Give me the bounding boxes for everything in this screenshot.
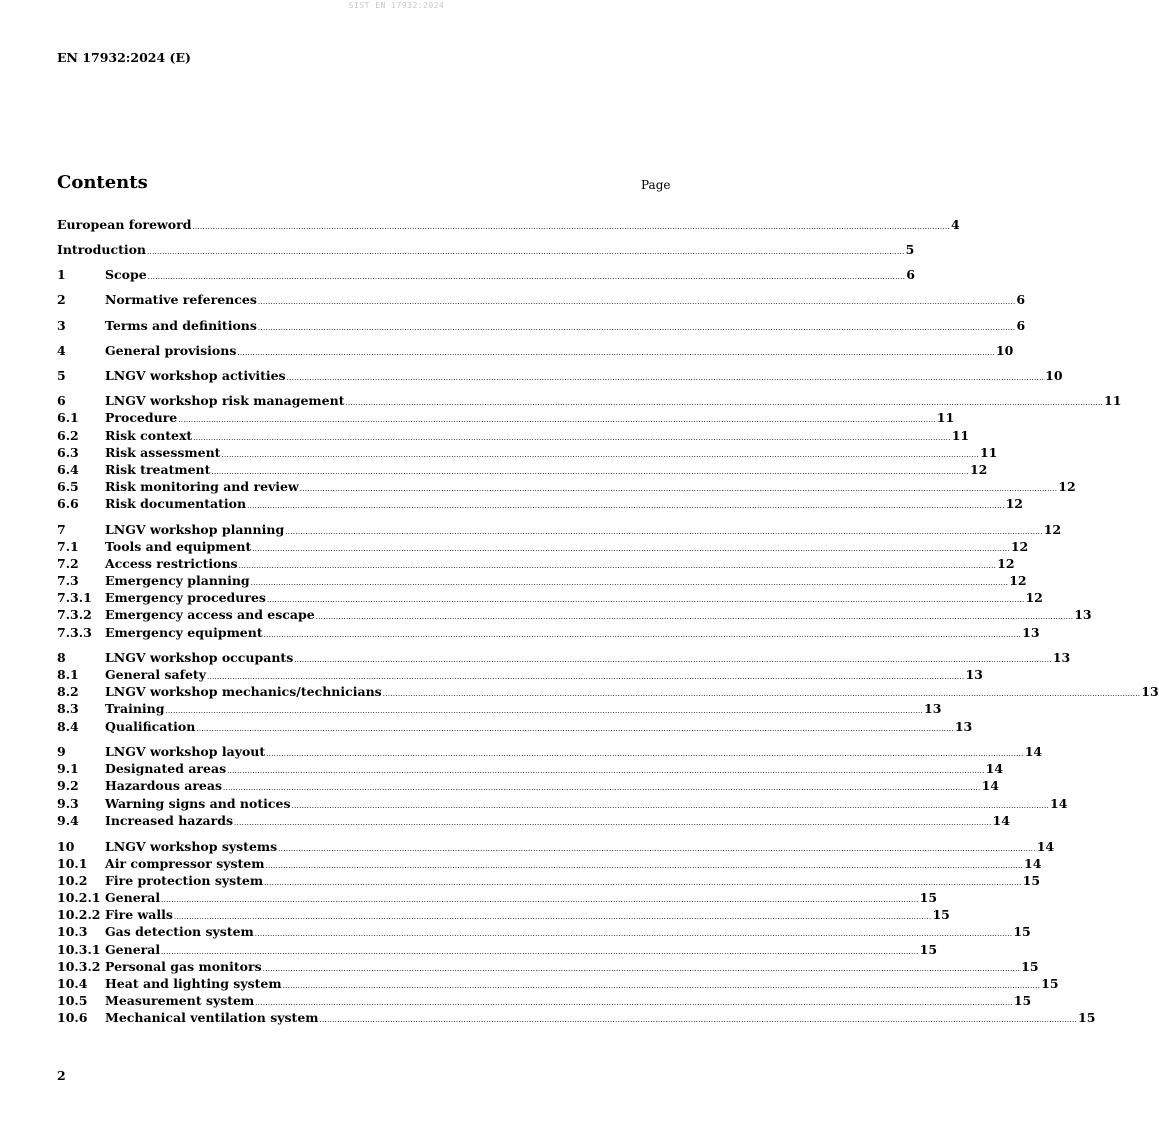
- toc-entry-title: Qualification: [105, 719, 196, 734]
- toc-entry[interactable]: [57, 478, 1076, 495]
- toc-entry-number: 7: [57, 522, 66, 537]
- contents-heading: Contents: [57, 172, 148, 193]
- toc-entry-number: 10.1: [57, 856, 88, 871]
- toc-entry-page: 12: [1043, 522, 1062, 537]
- toc-entry-page: 12: [1025, 590, 1043, 605]
- toc-entry-page: 14: [1036, 839, 1055, 854]
- dot-leader: ............................................................................................................................................................................................................................................................................................................: [286, 374, 1045, 382]
- toc-entry[interactable]: [57, 461, 988, 478]
- toc-entry-number: 6: [57, 393, 66, 408]
- toc-entry-number: 1: [57, 267, 66, 282]
- toc-entry[interactable]: [57, 889, 938, 906]
- toc-entry-page: 14: [1024, 744, 1043, 759]
- toc-entry-page: 14: [992, 813, 1010, 828]
- toc-entry-title: Access restrictions: [105, 556, 238, 571]
- dot-leader: ............................................................................................................................................................................................................................................................................................................: [223, 784, 981, 792]
- dot-leader: ............................................................................................................................................................................................................................................................................................................: [278, 845, 1036, 853]
- toc-entry-title: Tools and equipment: [105, 539, 252, 554]
- dot-leader: ............................................................................................................................................................................................................................................................................................................: [266, 596, 1025, 604]
- toc-entry-page: 12: [1009, 573, 1027, 588]
- toc-entry-number: 10.5: [57, 993, 88, 1008]
- dot-leader: ............................................................................................................................................................................................................................................................................................................: [173, 913, 932, 921]
- toc-entry-page: 12: [997, 556, 1015, 571]
- toc-entry-title: Emergency planning: [105, 573, 250, 588]
- toc-entry[interactable]: [57, 975, 1059, 992]
- toc-entry[interactable]: [57, 495, 1023, 512]
- toc-entry[interactable]: [57, 555, 1015, 572]
- toc-entry-title: LNGV workshop occupants: [105, 650, 294, 665]
- dot-leader: ............................................................................................................................................................................................................................................................................................................: [234, 819, 992, 827]
- toc-entry-page: 11: [979, 445, 998, 460]
- dot-leader: ............................................................................................................................................................................................................................................................................................................: [147, 248, 905, 256]
- toc-entry-number: 10.6: [57, 1010, 88, 1025]
- footer-page-number: 2: [57, 1068, 66, 1083]
- toc-entry[interactable]: [57, 427, 970, 444]
- toc-entry-title: Personal gas monitors: [105, 959, 262, 974]
- dot-leader: ............................................................................................................................................................................................................................................................................................................: [147, 273, 906, 281]
- toc-entry-number: 6.5: [57, 479, 79, 494]
- toc-entry-number: 10.3.2: [57, 959, 101, 974]
- toc-entry-title: Normative references: [105, 292, 257, 307]
- dot-leader: ............................................................................................................................................................................................................................................................................................................: [161, 948, 919, 956]
- toc-entry[interactable]: [57, 992, 1032, 1009]
- toc-entry[interactable]: [57, 923, 1031, 940]
- dot-leader: ............................................................................................................................................................................................................................................................................................................: [257, 298, 1016, 306]
- toc-entry-page: 12: [969, 462, 988, 477]
- toc-entry-page: 6: [906, 267, 915, 282]
- toc-entry[interactable]: [57, 291, 1026, 308]
- toc-entry[interactable]: [57, 624, 1040, 641]
- toc-entry[interactable]: [57, 241, 915, 258]
- toc-entry-title: Risk treatment: [105, 462, 211, 477]
- toc-entry-page: 13: [924, 701, 942, 716]
- toc-entry-page: 13: [1052, 650, 1071, 665]
- toc-entry-number: 9: [57, 744, 66, 759]
- toc-entry-number: 10.3: [57, 924, 88, 939]
- toc-entry-number: 7.2: [57, 556, 79, 571]
- dot-leader: ............................................................................................................................................................................................................................................................................................................: [247, 502, 1005, 510]
- toc-entry-number: 10.3.1: [57, 942, 101, 957]
- toc-entry-title: LNGV workshop risk management: [105, 393, 345, 408]
- dot-leader: ............................................................................................................................................................................................................................................................................................................: [345, 399, 1104, 407]
- toc-entry[interactable]: [57, 906, 950, 923]
- toc-entry-number: 7.1: [57, 539, 79, 554]
- toc-entry[interactable]: [57, 367, 1063, 384]
- toc-entry[interactable]: [57, 838, 1055, 855]
- dot-leader: ............................................................................................................................................................................................................................................................................................................: [237, 349, 995, 357]
- toc-entry[interactable]: [57, 266, 915, 283]
- dot-leader: ............................................................................................................................................................................................................................................................................................................: [227, 767, 985, 775]
- toc-entry-number: 10.2: [57, 873, 88, 888]
- toc-entry-title: General safety: [105, 667, 206, 682]
- dot-leader: ............................................................................................................................................................................................................................................................................................................: [250, 579, 1009, 587]
- toc-entry-number: 9.4: [57, 813, 79, 828]
- dot-leader: ............................................................................................................................................................................................................................................................................................................: [192, 223, 950, 231]
- dot-leader: ............................................................................................................................................................................................................................................................................................................: [294, 656, 1052, 664]
- toc-entry-page: 15: [932, 907, 950, 922]
- toc-entry[interactable]: [57, 958, 1039, 975]
- dot-leader: ............................................................................................................................................................................................................................................................................................................: [382, 690, 1141, 698]
- toc-entry-title: Risk monitoring and review: [105, 479, 299, 494]
- toc-entry-title: LNGV workshop layout: [105, 744, 266, 759]
- toc-entry-title: Mechanical ventilation system: [105, 1010, 319, 1025]
- toc-entry[interactable]: [57, 855, 1042, 872]
- toc-entry[interactable]: [57, 521, 1062, 538]
- toc-entry-number: 10.2.1: [57, 890, 101, 905]
- dot-leader: ............................................................................................................................................................................................................................................................................................................: [291, 802, 1050, 810]
- toc-entry-title: Risk documentation: [105, 496, 247, 511]
- dot-leader: ............................................................................................................................................................................................................................................................................................................: [265, 862, 1024, 870]
- toc-entry-page: 13: [1022, 625, 1040, 640]
- toc-entry[interactable]: [57, 812, 1010, 829]
- toc-entry[interactable]: [57, 392, 1122, 409]
- dot-leader: ............................................................................................................................................................................................................................................................................................................: [266, 750, 1024, 758]
- toc-entry[interactable]: [57, 342, 1014, 359]
- toc-entry[interactable]: [57, 777, 999, 794]
- toc-entry-page: 15: [919, 890, 938, 905]
- toc-entry[interactable]: [57, 409, 955, 426]
- dot-leader: ............................................................................................................................................................................................................................................................................................................: [282, 982, 1041, 990]
- toc-entry-page: 13: [965, 667, 983, 682]
- toc-entry-title: Designated areas: [105, 761, 227, 776]
- toc-entry-title: Gas detection system: [105, 924, 254, 939]
- toc-entry-title: General: [105, 890, 161, 905]
- toc-entry-page: 15: [1021, 959, 1039, 974]
- toc-entry[interactable]: [57, 444, 998, 461]
- toc-entry[interactable]: [57, 760, 1004, 777]
- toc-entry-page: 14: [1050, 796, 1068, 811]
- dot-leader: ............................................................................................................................................................................................................................................................................................................: [165, 707, 924, 715]
- dot-leader: ............................................................................................................................................................................................................................................................................................................: [257, 324, 1016, 332]
- toc-entry-number: 8.4: [57, 719, 79, 734]
- dot-leader: ............................................................................................................................................................................................................................................................................................................: [263, 631, 1022, 639]
- toc-entry[interactable]: [57, 718, 973, 735]
- toc-entry-page: 14: [1024, 856, 1042, 871]
- toc-entry-page: 15: [1022, 873, 1041, 888]
- toc-entry-page: 11: [936, 410, 955, 425]
- toc-entry[interactable]: [57, 743, 1043, 760]
- toc-entry-title: Measurement system: [105, 993, 255, 1008]
- toc-entry[interactable]: [57, 216, 960, 233]
- toc-entry-page: 15: [1041, 976, 1059, 991]
- toc-entry-title: Scope: [105, 267, 147, 282]
- toc-entry-page: 14: [985, 761, 1004, 776]
- dot-leader: ............................................................................................................................................................................................................................................................................................................: [161, 896, 919, 904]
- toc-entry[interactable]: [57, 700, 942, 717]
- toc-entry-page: 5: [905, 242, 915, 257]
- toc-entry-number: 6.1: [57, 410, 79, 425]
- toc-entry-page: 14: [981, 778, 999, 793]
- toc-entry-title: LNGV workshop activities: [105, 368, 286, 383]
- dot-leader: ............................................................................................................................................................................................................................................................................................................: [319, 1016, 1078, 1024]
- dot-leader: ............................................................................................................................................................................................................................................................................................................: [299, 485, 1058, 493]
- toc-entry-number: 7.3.1: [57, 590, 92, 605]
- toc-entry-page: 13: [954, 719, 973, 734]
- toc-entry-title: Introduction: [57, 242, 147, 257]
- toc-entry-page: 10: [995, 343, 1014, 358]
- dot-leader: ............................................................................................................................................................................................................................................................................................................: [285, 528, 1043, 536]
- toc-entry-page: 6: [1016, 292, 1026, 307]
- toc-entry-title: Emergency access and escape: [105, 607, 315, 622]
- toc-entry-title: LNGV workshop planning: [105, 522, 285, 537]
- toc-entry-number: 9.2: [57, 778, 79, 793]
- dot-leader: ............................................................................................................................................................................................................................................................................................................: [255, 999, 1013, 1007]
- dot-leader: ............................................................................................................................................................................................................................................................................................................: [315, 613, 1074, 621]
- toc-entry-title: Fire protection system: [105, 873, 264, 888]
- toc-entry-title: Emergency procedures: [105, 590, 266, 605]
- toc-entry-title: Hazardous areas: [105, 778, 223, 793]
- toc-entry-title: General: [105, 942, 161, 957]
- toc-entry-page: 10: [1045, 368, 1063, 383]
- toc-entry-title: LNGV workshop mechanics/technicians: [105, 684, 382, 699]
- toc-entry-page: 4: [950, 217, 960, 232]
- toc-entry-title: Fire walls: [105, 907, 173, 922]
- toc-entry[interactable]: [57, 795, 1068, 812]
- toc-entry-number: 2: [57, 292, 66, 307]
- toc-entry-title: LNGV workshop systems: [105, 839, 278, 854]
- dot-leader: ............................................................................................................................................................................................................................................................................................................: [193, 434, 951, 442]
- toc-entry[interactable]: [57, 872, 1041, 889]
- toc-entry[interactable]: [57, 666, 983, 683]
- toc-entry[interactable]: [57, 317, 1026, 334]
- toc-entry-number: 10.4: [57, 976, 88, 991]
- toc-entry-title: Risk context: [105, 428, 193, 443]
- toc-entry-page: 12: [1005, 496, 1023, 511]
- toc-entry-number: 8.2: [57, 684, 79, 699]
- dot-leader: ............................................................................................................................................................................................................................................................................................................: [238, 562, 997, 570]
- toc-entry-number: 9.3: [57, 796, 79, 811]
- toc-entry-number: 6.6: [57, 496, 79, 511]
- toc-entry-number: 6.4: [57, 462, 79, 477]
- toc-entry-title: Air compressor system: [105, 856, 265, 871]
- toc-entry-number: 8.3: [57, 701, 79, 716]
- toc-entry-number: 4: [57, 343, 66, 358]
- toc-entry-number: 10.2.2: [57, 907, 101, 922]
- toc-entry-number: 6.2: [57, 428, 79, 443]
- toc-entry-number: 3: [57, 318, 66, 333]
- toc-entry-page: 15: [1013, 924, 1031, 939]
- toc-entry-number: 8.1: [57, 667, 79, 682]
- toc-entry-title: Increased hazards: [105, 813, 234, 828]
- toc-entry[interactable]: [57, 649, 1071, 666]
- dot-leader: ............................................................................................................................................................................................................................................................................................................: [178, 416, 936, 424]
- toc-entry-number: 5: [57, 368, 66, 383]
- page-column-label: Page: [641, 178, 671, 192]
- toc-entry-title: Terms and definitions: [105, 318, 257, 333]
- toc-entry-title: European foreword: [57, 217, 192, 232]
- toc-entry-number: 9.1: [57, 761, 79, 776]
- toc-entry-page: 15: [919, 942, 938, 957]
- toc-entry-page: 13: [1141, 684, 1159, 699]
- toc-entry[interactable]: [57, 538, 1029, 555]
- toc-entry-title: Risk assessment: [105, 445, 221, 460]
- toc-entry-page: 13: [1074, 607, 1092, 622]
- toc-entry-page: 11: [1104, 393, 1122, 408]
- toc-entry-number: 7.3.2: [57, 607, 92, 622]
- toc-entry-page: 15: [1013, 993, 1032, 1008]
- toc-entry-page: 11: [951, 428, 970, 443]
- dot-leader: ............................................................................................................................................................................................................................................................................................................: [206, 673, 965, 681]
- toc-entry-title: Warning signs and notices: [105, 796, 291, 811]
- dot-leader: ............................................................................................................................................................................................................................................................................................................: [252, 545, 1010, 553]
- toc-entry[interactable]: [57, 683, 1159, 700]
- toc-entry-title: General provisions: [105, 343, 237, 358]
- dot-leader: ............................................................................................................................................................................................................................................................................................................: [254, 930, 1013, 938]
- dot-leader: ............................................................................................................................................................................................................................................................................................................: [264, 879, 1022, 887]
- toc-entry-title: Procedure: [105, 410, 178, 425]
- document-id: EN 17932:2024 (E): [57, 50, 191, 65]
- toc-entry-title: Emergency equipment: [105, 625, 263, 640]
- toc-entry-number: 10: [57, 839, 75, 854]
- watermark: SIST EN 17932:2024: [348, 1, 445, 10]
- dot-leader: ............................................................................................................................................................................................................................................................................................................: [211, 468, 969, 476]
- toc-entry-number: 6.3: [57, 445, 79, 460]
- dot-leader: ............................................................................................................................................................................................................................................................................................................: [262, 965, 1021, 973]
- toc-entry-title: Training: [105, 701, 165, 716]
- toc-entry-page: 6: [1016, 318, 1026, 333]
- toc-entry[interactable]: [57, 589, 1043, 606]
- toc-entry[interactable]: [57, 941, 938, 958]
- toc-entry[interactable]: [57, 572, 1027, 589]
- toc-entry-number: 8: [57, 650, 66, 665]
- dot-leader: ............................................................................................................................................................................................................................................................................................................: [221, 451, 979, 459]
- toc-entry-page: 12: [1010, 539, 1029, 554]
- toc-entry-number: 7.3: [57, 573, 79, 588]
- toc-entry-title: Heat and lighting system: [105, 976, 282, 991]
- toc-entry-number: 7.3.3: [57, 625, 92, 640]
- toc-entry-page: 12: [1058, 479, 1076, 494]
- toc-entry[interactable]: [57, 1009, 1096, 1026]
- dot-leader: ............................................................................................................................................................................................................................................................................................................: [196, 725, 954, 733]
- toc-entry[interactable]: [57, 606, 1092, 623]
- toc-entry-page: 15: [1078, 1010, 1096, 1025]
